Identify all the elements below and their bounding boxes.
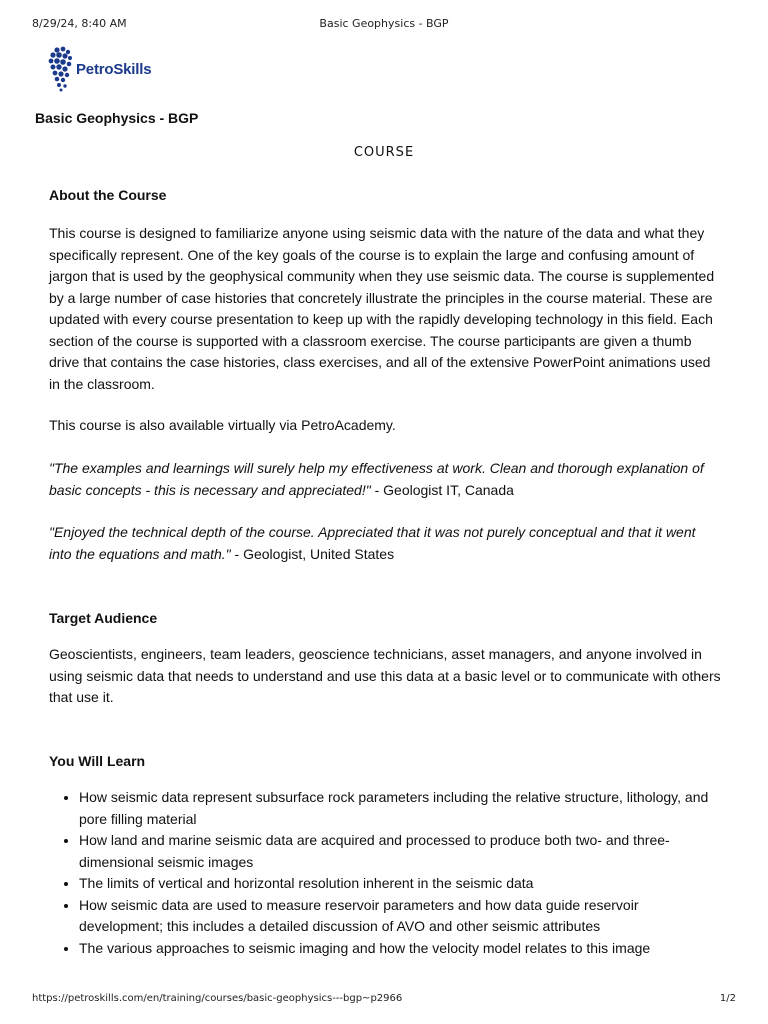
logo-wordmark: PetroSkills [76, 60, 152, 78]
audience-body-block [49, 644, 721, 709]
learn-list [49, 787, 721, 959]
learn-item: • The limits of vertical and horizontal resolution inherent in the seismic data [79, 873, 721, 895]
testimonial-1-quote: "The examples and learnings will surely help my effectiveness at work. Clean and thorough explanation of basic concepts - this is necessary and appreciated!" [49, 460, 704, 498]
testimonial-2-attribution: - Geologist, United States [230, 545, 395, 562]
print-page-number: 1/2 [719, 993, 736, 1004]
print-datetime: 8/29/24, 8:40 AM [32, 17, 127, 30]
audience-section [49, 608, 721, 630]
learn-item: • How seismic data are used to measure reservoir parameters and how data guide reservoir development; this includes a detailed discussion of AVO and other seismic attributes [79, 895, 721, 938]
audience-heading: Target Audience [49, 610, 158, 626]
course-type-label: COURSE [353, 145, 415, 160]
testimonial-2 [49, 522, 721, 565]
petroskills-logo[interactable] [48, 46, 151, 92]
about-heading: About the Course [49, 187, 167, 203]
petroskills-dots-logo-icon [48, 46, 74, 92]
testimonial-1-attribution: - Geologist IT, Canada [370, 481, 514, 498]
course-title: Basic Geophysics - BGP [35, 110, 199, 126]
testimonial-2-quote: "Enjoyed the technical depth of the course. Appreciated that it was not purely conceptual and that it went into the equations and math." [49, 524, 696, 562]
print-page-title: Basic Geophysics - BGP [319, 17, 449, 30]
about-body: This course is designed to familiarize anyone using seismic data with the nature of the data and what they specifically represent. One of the key goals of the course is to explain the large and confusing amount of jargon that is used by the geophysical community when they use seismic data. The course is supplemented by a large number of case histories that concretely illustrate the principles in the course material. These are updated with every course presentation to keep up with the rapidly developing technology in this field. Each section of the course is supported with a classroom exercise. The course participants are given a thumb drive that contains the case histories, class exercises, and all of the extensive PowerPoint animations used in the classroom. [49, 225, 715, 392]
audience-body: Geoscientists, engineers, team leaders, geoscience technicians, asset managers, and anyone involved in using seismic data that needs to understand and use this data at a basic level or to communicate with others that use it. [49, 646, 721, 705]
learn-item: • How land and marine seismic data are acquired and processed to produce both two- and three-dimensional seismic images [79, 830, 721, 873]
virtual-note [49, 415, 721, 437]
learn-item: • How seismic data represent subsurface rock parameters including the relative structure, lithology, and pore filling material [79, 787, 721, 830]
about-body-block [49, 223, 721, 395]
learn-heading: You Will Learn [49, 753, 146, 769]
learn-list-block [49, 787, 721, 959]
about-section [49, 185, 721, 207]
virtual-note-text: This course is also available virtually via PetroAcademy. [49, 417, 396, 433]
print-url[interactable]: https://petroskills.com/en/training/courses/basic-geophysics---bgp~p2966 [32, 993, 403, 1004]
testimonial-1 [49, 458, 721, 501]
learn-section [49, 751, 721, 773]
virtual-note-block [49, 415, 721, 437]
learn-item: • The various approaches to seismic imaging and how the velocity model relates to this image [79, 938, 721, 960]
